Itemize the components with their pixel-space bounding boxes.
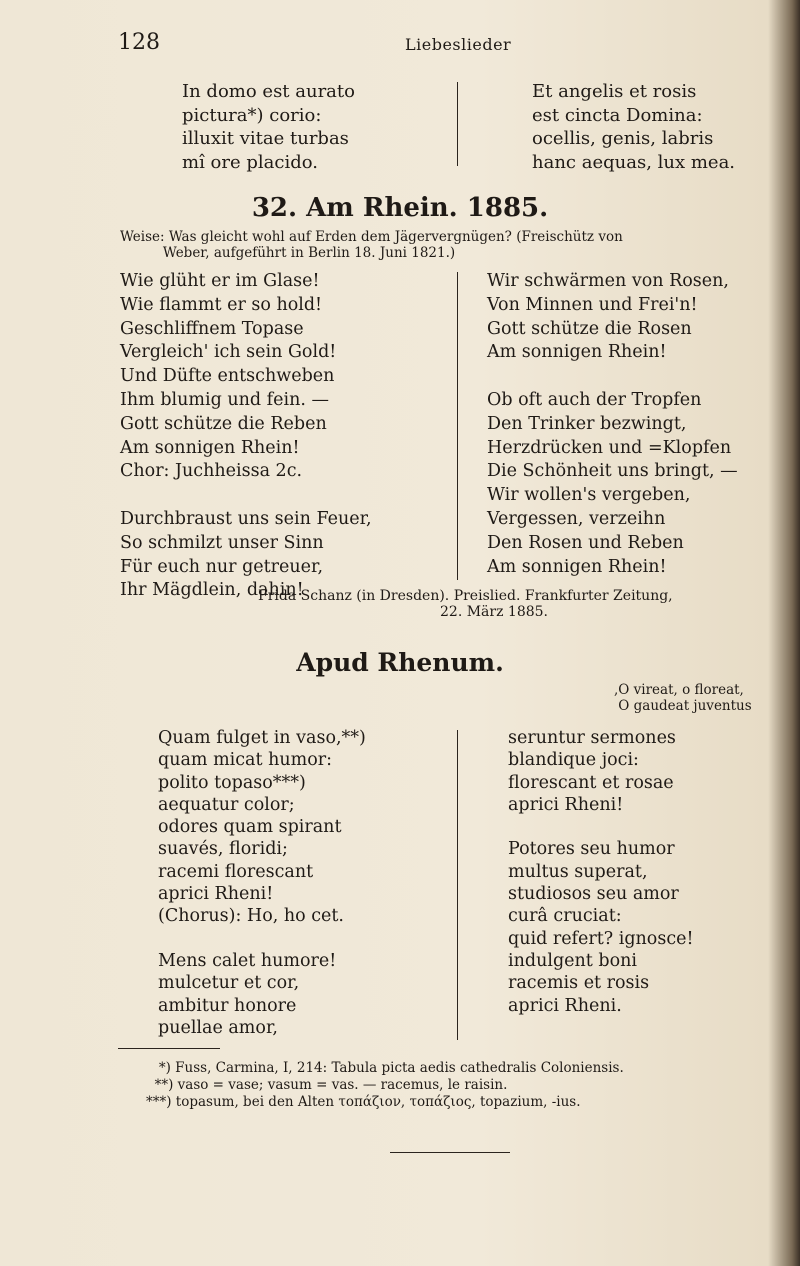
page-number: 128 xyxy=(118,30,160,55)
poem-left-stanzas: Wie glüht er im Glase! Wie flammt er so hold! Geschliffnem Topase Vergleich' ich sein Gold! Und Düfte entschweben Ihm blumig und fein. — Gott schütze die Reben Am sonnigen Rhein! Chor: Juchheissa 2c. Durchbraust uns sein Feuer, So schmilzt unser Sinn Für euch nur getreuer, Ihr Mägdlein, dahin! xyxy=(120,271,372,601)
poem-title: 32. Am Rhein. 1885. xyxy=(251,193,549,223)
column-divider xyxy=(457,82,458,166)
latin-top-left: In domo est aurato pictura*) corio: illuxit vitae turbas mî ore placido. xyxy=(182,81,355,173)
poem-right-stanzas: Wir schwärmen von Rosen, Von Minnen und Frei'n! Gott schütze die Rosen Am sonnigen Rhein! Ob oft auch der Tropfen Den Trinker bezwingt, Herzdrücken und =Klopfen Die Schönheit uns bringt, — Wir wollen's vergeben, Vergessen, verzeihn Den Rosen und Reben Am sonnigen Rhein! xyxy=(487,271,738,577)
latin-right-stanzas: seruntur sermones blandique joci: florescant et rosae aprici Rheni! Potores seu humor multus superat, studiosos seu amor curâ cruciat: quid refert? ignosce! indulgent boni racemis et rosis aprici Rheni. xyxy=(508,728,694,1016)
column-divider xyxy=(457,272,458,580)
footnote-rule xyxy=(118,1048,220,1049)
latin-left-stanzas: Quam fulget in vaso,**) quam micat humor: polito topaso***) aequatur color; odores quam spirant suavés, floridi; racemi florescant aprici Rheni! (Chorus): Ho, ho cet. Mens calet humore! mulcetur et cor, ambitur honore puellae amor, xyxy=(158,728,366,1038)
attribution-date: 22. März 1885. xyxy=(440,604,548,620)
motto: ,O vireat, o floreat, O gaudeat juventus xyxy=(614,682,752,714)
end-rule xyxy=(390,1152,510,1153)
footnotes: *) Fuss, Carmina, I, 214: Tabula picta aedis cathedralis Coloniensis. **) vaso = vase; vasum = vas. — racemus, le raisin. ***) topasum, bei den Alten τοπάζιον, τοπάζιος, topazium, -ius. xyxy=(146,1060,624,1110)
latin-poem-title: Apud Rhenum. xyxy=(296,648,504,677)
melody-note: Weise: Was gleicht wohl auf Erden dem Jägervergnügen? (Freischütz von Weber, aufgeführt in Berlin 18. Juni 1821.) xyxy=(120,229,623,261)
running-title: Liebeslieder xyxy=(405,35,512,54)
attribution: Frida Schanz (in Dresden). Preislied. Frankfurter Zeitung, xyxy=(258,588,673,604)
column-divider xyxy=(457,730,458,1040)
latin-top-right: Et angelis et rosis est cincta Domina: ocellis, genis, labris hanc aequas, lux mea. xyxy=(532,81,736,173)
